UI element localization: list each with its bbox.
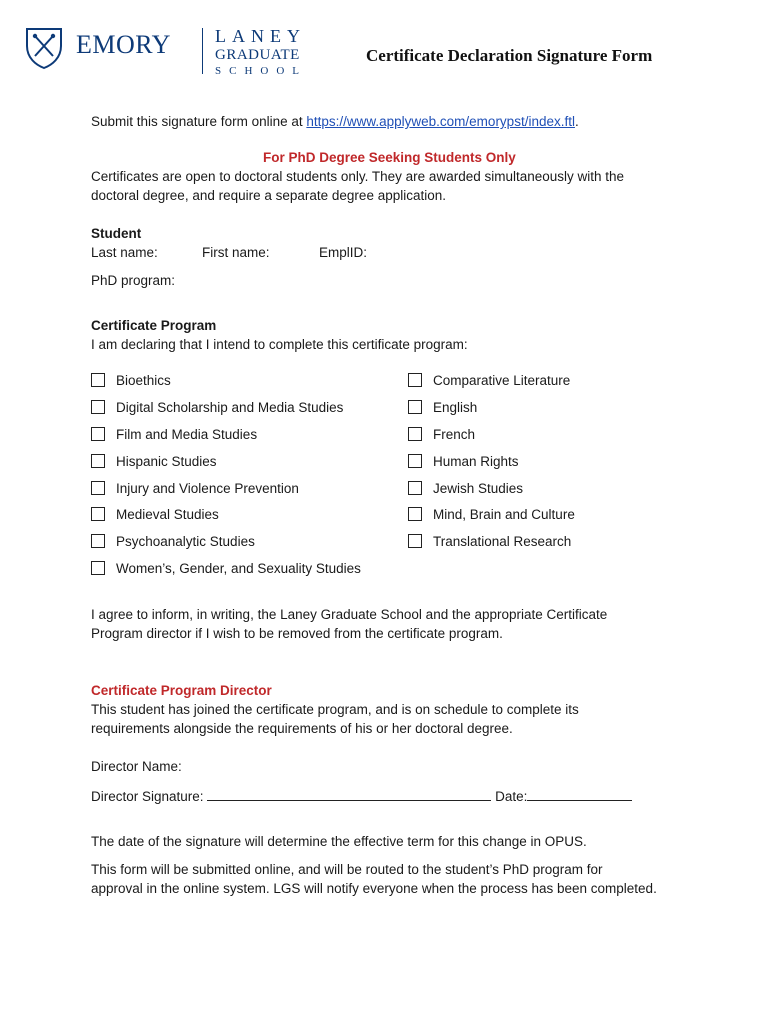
- checkbox-label: Mind, Brain and Culture: [433, 506, 575, 522]
- logo-divider: [202, 28, 203, 74]
- checkbox[interactable]: [91, 400, 105, 414]
- checkbox[interactable]: [91, 507, 105, 521]
- checkbox-label: Jewish Studies: [433, 480, 524, 496]
- checkbox[interactable]: [91, 454, 105, 468]
- checkbox-row-hispanic-studies[interactable]: [91, 452, 217, 470]
- checkbox-label: French: [433, 426, 476, 442]
- submit-suffix: .: [574, 114, 579, 129]
- checkbox-label: Psychoanalytic Studies: [116, 533, 255, 549]
- checkbox-row-mind-brain-culture[interactable]: [408, 505, 575, 523]
- director-signature-label: Director Signature:: [91, 789, 208, 804]
- checkbox-label: Women’s, Gender, and Sexuality Studies: [116, 560, 361, 576]
- checkbox-row-jewish-studies[interactable]: [408, 479, 523, 497]
- certificate-program-intro: I am declaring that I intend to complete this certificate program:: [91, 337, 468, 352]
- checkbox-row-comparative-literature[interactable]: [408, 371, 570, 389]
- agreement-line-1: I agree to inform, in writing, the Laney Graduate School and the appropriate Certificate: [91, 607, 608, 622]
- checkbox-label: Human Rights: [433, 453, 519, 469]
- footer-line-1: The date of the signature will determine the effective term for this change in OPUS.: [91, 834, 587, 849]
- phd-only-line-1: Certificates are open to doctoral students only. They are awarded simultaneously with the: [91, 169, 625, 184]
- checkbox[interactable]: [408, 534, 422, 548]
- submit-prefix: Submit this signature form online at: [91, 114, 307, 129]
- form-title: Certificate Declaration Signature Form: [366, 46, 653, 65]
- checkbox-label: Comparative Literature: [433, 372, 571, 388]
- checkbox-row-translational-research[interactable]: [408, 532, 571, 550]
- checkbox[interactable]: [408, 427, 422, 441]
- checkbox-row-french[interactable]: [408, 425, 475, 443]
- checkbox[interactable]: [91, 534, 105, 548]
- checkbox-label: Film and Media Studies: [116, 426, 258, 442]
- director-name-label: Director Name:: [91, 759, 182, 774]
- checkbox-label: Hispanic Studies: [116, 453, 217, 469]
- director-date-label: Date:: [491, 789, 528, 804]
- checkbox[interactable]: [408, 373, 422, 387]
- checkbox-row-womens-gender[interactable]: [91, 559, 361, 577]
- agreement-line-2: Program director if I wish to be removed from the certificate program.: [91, 626, 503, 641]
- checkbox[interactable]: [408, 507, 422, 521]
- graduate-wordmark: GRADUATE: [215, 47, 300, 63]
- school-wordmark: SCHOOL: [215, 65, 308, 77]
- certificate-program-heading: Certificate Program: [91, 318, 217, 333]
- checkbox-label: Injury and Violence Prevention: [116, 480, 299, 496]
- emplid-label: EmplID:: [319, 245, 368, 260]
- checkbox-label: Medieval Studies: [116, 506, 219, 522]
- footer-line-3: approval in the online system. LGS will notify everyone when the process has been completed.: [91, 881, 657, 896]
- emory-shield-icon: [24, 26, 64, 70]
- checkbox[interactable]: [91, 561, 105, 575]
- checkbox-row-psychoanalytic[interactable]: [91, 532, 255, 550]
- checkbox-label: Digital Scholarship and Media Studies: [116, 399, 344, 415]
- director-line-2: requirements alongside the requirements of his or her doctoral degree.: [91, 721, 513, 736]
- director-heading: Certificate Program Director: [91, 683, 272, 698]
- phd-program-label: PhD program:: [91, 273, 176, 288]
- checkbox-row-film-media[interactable]: [91, 425, 257, 443]
- director-signature-row: [91, 786, 632, 806]
- checkbox-row-bioethics[interactable]: [91, 371, 171, 389]
- phd-only-line-2: doctoral degree, and require a separate degree application.: [91, 188, 446, 203]
- checkbox-row-medieval-studies[interactable]: [91, 505, 219, 523]
- checkbox[interactable]: [408, 481, 422, 495]
- student-heading: Student: [91, 226, 142, 241]
- phd-only-heading: For PhD Degree Seeking Students Only: [263, 150, 516, 165]
- checkbox[interactable]: [91, 373, 105, 387]
- first-name-label: First name:: [202, 245, 270, 260]
- checkbox-row-english[interactable]: [408, 398, 477, 416]
- checkbox[interactable]: [408, 454, 422, 468]
- checkbox-label: Bioethics: [116, 372, 171, 388]
- checkbox-row-human-rights[interactable]: [408, 452, 519, 470]
- checkbox-label: Translational Research: [433, 533, 572, 549]
- director-line-1: This student has joined the certificate program, and is on schedule to complete its: [91, 702, 579, 717]
- director-date-line[interactable]: [527, 786, 632, 801]
- footer-line-2: This form will be submitted online, and will be routed to the student’s PhD program for: [91, 862, 603, 877]
- checkbox-label: English: [433, 399, 478, 415]
- submit-link[interactable]: https://www.applyweb.com/emorypst/index.ftl: [306, 114, 575, 129]
- director-signature-line[interactable]: [207, 786, 491, 801]
- submit-instruction: [91, 112, 579, 131]
- checkbox-row-digital-scholarship[interactable]: [91, 398, 343, 416]
- checkbox[interactable]: [408, 400, 422, 414]
- checkbox[interactable]: [91, 481, 105, 495]
- checkbox[interactable]: [91, 427, 105, 441]
- checkbox-row-injury-violence[interactable]: [91, 479, 299, 497]
- last-name-label: Last name:: [91, 245, 158, 260]
- emory-wordmark: EMORY: [76, 30, 171, 59]
- laney-wordmark: LANEY: [215, 26, 306, 46]
